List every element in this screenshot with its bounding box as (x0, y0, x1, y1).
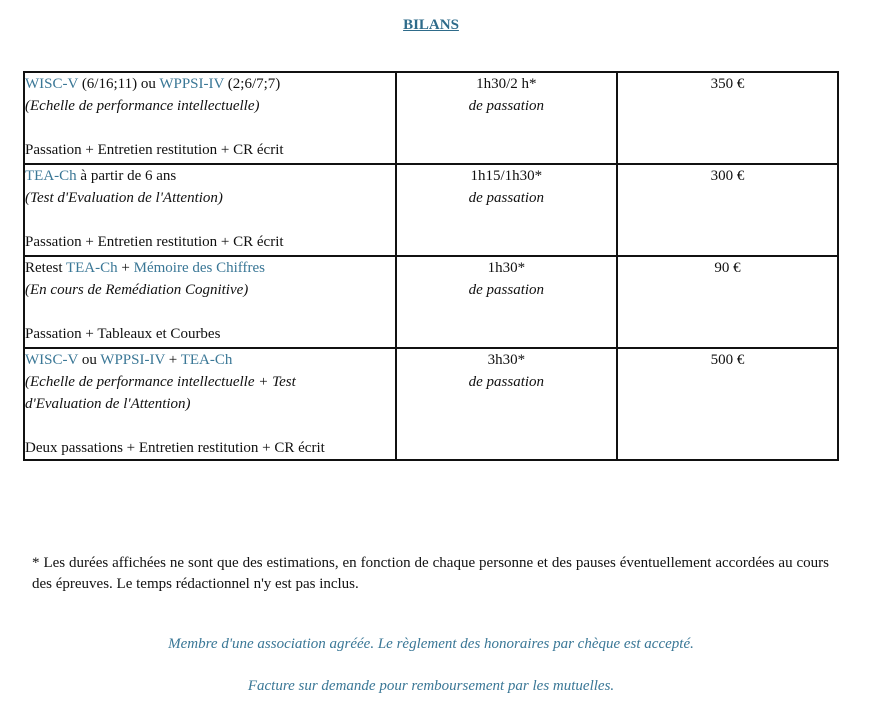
page-title: BILANS (403, 17, 459, 33)
test-detail: Deux passations + Entretien restitution + CR écrit (25, 440, 325, 456)
test-cell (24, 72, 396, 164)
test-range: (2;6/7;7) (224, 76, 281, 92)
test-name: TEA-Ch (180, 352, 233, 368)
bilans-table (23, 71, 839, 461)
test-subtitle: (Echelle de performance intellectuelle) (25, 98, 260, 114)
table-row (24, 256, 838, 348)
test-detail: Passation + Entretien restitution + CR écrit (25, 234, 284, 250)
test-name: WISC-V (25, 76, 79, 92)
duration-unit: de passation (468, 282, 545, 298)
test-name: TEA-Ch (25, 168, 77, 184)
duration-unit: de passation (468, 190, 545, 206)
test-detail: Passation + Tableaux et Courbes (25, 326, 221, 342)
test-subtitle: d'Evaluation de l'Attention) (25, 396, 191, 412)
duration-value: 1h30/2 h* (476, 76, 537, 92)
test-name: Mémoire des Chiffres (133, 260, 265, 276)
price-value: 90 € (714, 260, 741, 276)
test-subtitle: (En cours de Remédiation Cognitive) (25, 282, 249, 298)
duration-value: 3h30* (487, 352, 526, 368)
test-joiner: + (165, 352, 181, 368)
test-subtitle: (Test d'Evaluation de l'Attention) (25, 190, 223, 206)
table-row (24, 348, 838, 460)
test-joiner: + (117, 260, 134, 276)
duration-cell (396, 72, 617, 164)
test-name: WPPSI-IV (159, 76, 225, 92)
price-value: 300 € (710, 168, 745, 184)
price-cell (617, 72, 838, 164)
table-row (24, 72, 838, 164)
invoice-note: Facture sur demande pour remboursement par les mutuelles. (247, 678, 615, 694)
price-cell (617, 164, 838, 256)
price-cell (617, 348, 838, 460)
test-joiner: ou (78, 352, 101, 368)
duration-value: 1h15/1h30* (470, 168, 543, 184)
test-cell (24, 164, 396, 256)
test-age: à partir de 6 ans (76, 168, 177, 184)
test-prefix: Retest (25, 260, 66, 276)
footnote: * Les durées affichées ne sont que des estimations, en fonction de chaque personne et des pauses éventuellement accordées au cours des épreuves. Le temps rédactionnel n'y est pas inclus. (32, 555, 829, 592)
test-cell (24, 256, 396, 348)
table-row (24, 164, 838, 256)
test-name: WPPSI-IV (100, 352, 166, 368)
duration-unit: de passation (468, 374, 545, 390)
test-name: TEA-Ch (65, 260, 118, 276)
price-value: 500 € (710, 352, 745, 368)
test-subtitle: (Echelle de performance intellectuelle + Test (25, 374, 296, 390)
test-detail: Passation + Entretien restitution + CR écrit (25, 142, 284, 158)
test-name: WISC-V (25, 352, 79, 368)
test-range: (6/16;11) ou (78, 76, 160, 92)
membership-note: Membre d'une association agréée. Le règlement des honoraires par chèque est accepté. (168, 636, 694, 652)
duration-cell (396, 256, 617, 348)
duration-unit: de passation (468, 98, 545, 114)
duration-cell (396, 348, 617, 460)
price-value: 350 € (710, 76, 745, 92)
duration-cell (396, 164, 617, 256)
test-cell (24, 348, 396, 460)
price-cell (617, 256, 838, 348)
duration-value: 1h30* (487, 260, 526, 276)
